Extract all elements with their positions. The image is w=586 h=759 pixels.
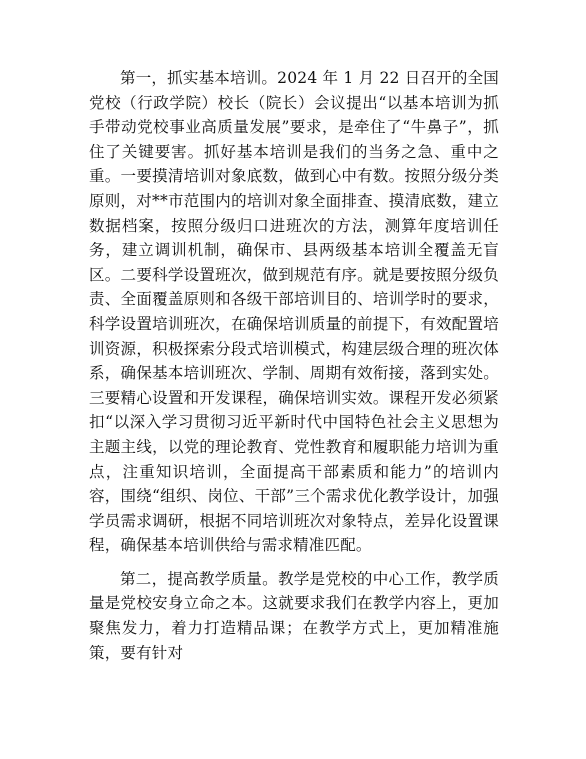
- document-body: [89, 66, 499, 665]
- paragraph-basic-training: 第一，抓实基本培训。2024 年 1 月 22 日召开的全国党校（行政学院）校长（院长）会议提出“以基本培训为抓手带动党校事业高质量发展”要求，是牵住了“牛鼻子”，抓住了关键要害。抓好基本培训是我们的当务之急、重中之重。一要摸清培训对象底数，做到心中有数。按照分级分类原则，对**市范围内的培训对象全面排查、摸清底数，建立数据档案，按照分级归口进班次的方法，测算年度培训任务，建立调训机制，确保市、县两级基本培训全覆盖无盲区。二要科学设置班次，做到规范有序。就是要按照分级负责、全面覆盖原则和各级干部培训目的、培训学时的要求，科学设置培训班次，在确保培训质量的前提下，有效配置培训资源，积极探索分段式培训模式，构建层级合理的班次体系，确保基本培训班次、学制、周期有效衔接，落到实处。三要精心设置和开发课程，确保培训实效。课程开发必须紧扣“以深入学习贯彻习近平新时代中国特色社会主义思想为主题主线，以党的理论教育、党性教育和履职能力培训为重点，注重知识培训，全面提高干部素质和能力”的培训内容，围绕“组织、岗位、干部”三个需求优化教学设计，加强学员需求调研，根据不同培训班次对象特点，差异化设置课程，确保基本培训供给与需求精准匹配。: [89, 69, 499, 555]
- paragraph-teaching-quality: 第二，提高教学质量。教学是党校的中心工作，教学质量是党校安身立命之本。这就要求我们在教学内容上，更加聚焦发力，着力打造精品课；在教学方式上，更加精准施策，要有针对: [89, 569, 499, 662]
